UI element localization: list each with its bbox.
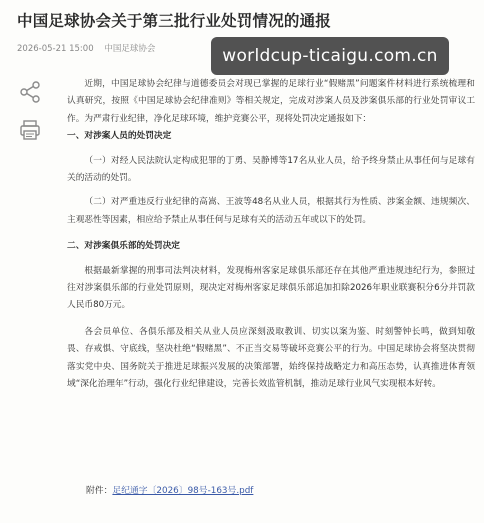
attachment-line bbox=[86, 483, 253, 496]
watermark-banner: worldcup-ticaigu.com.cn bbox=[211, 37, 449, 75]
intro-paragraph: 近期，中国足球协会纪律与道德委员会对现已掌握的足球行业“假赌黑”问题案件材料进行系统梳理和认真研究，按照《中国足球协会纪律准则》等相关规定，完成对涉案人员及涉案俱乐部的行业处罚审议工作。为严肃行业纪律，净化足球环境，维护竞赛公平，现将处罚决定通报如下： bbox=[67, 79, 475, 124]
share-icon[interactable] bbox=[18, 80, 42, 104]
article-source: 中国足球协会 bbox=[104, 44, 156, 54]
lifetime-ban-paragraph: （一）对经人民法院认定构成犯罪的丁勇、吴静博等17名从业人员，给予终身禁止从事任何与足球有关的活动的处罚。 bbox=[67, 155, 475, 184]
print-icon[interactable] bbox=[18, 118, 42, 142]
closing-paragraph: 各会员单位、各俱乐部及相关从业人员应深刻汲取教训、切实以案为鉴、时刻警钟长鸣，做到知敬畏、存戒惧、守底线，坚决杜绝“假赌黑”、不正当交易等破坏竞赛公平的行为。中国足球协会将坚决贯彻落实党中央、国务院关于推进足球振兴发展的决策部署，始终保持战略定力和高压态势，认真推进体育领域“深化治理年”行动，强化行业纪律建设，完善长效监管机制，推动足球行业风气实现根本好转。 bbox=[67, 326, 475, 390]
article-meta bbox=[17, 42, 163, 54]
section-heading-clubs: 二、对涉案俱乐部的处罚决定 bbox=[67, 241, 180, 252]
article-body bbox=[67, 76, 475, 394]
publish-date: 2026-05-21 15:00 bbox=[17, 44, 94, 54]
club-penalty-paragraph: 根据最新掌握的刑事司法判决材料，发现梅州客家足球俱乐部还存在其他严重违规违纪行为，参照过往对涉案俱乐部的行业处罚原则，现决定对梅州客家足球俱乐部追加扣除2026年职业联赛积分6分并罚款人民币80万元。 bbox=[67, 265, 475, 311]
page-title: 中国足球协会关于第三批行业处罚情况的通报 bbox=[17, 12, 332, 30]
five-year-ban-paragraph: （二）对严重违反行业纪律的高嵩、王波等48名从业人员，根据其行为性质、涉案金额、违规频次、主观恶性等因素，相应给予禁止从事任何与足球有关的活动五年或以下的处罚。 bbox=[67, 197, 475, 225]
attachment-label: 附件： bbox=[86, 486, 113, 496]
section-heading-persons: 一、对涉案人员的处罚决定 bbox=[67, 131, 172, 142]
attachment-link[interactable]: 足纪通字〔2026〕98号-163号.pdf bbox=[112, 486, 254, 496]
